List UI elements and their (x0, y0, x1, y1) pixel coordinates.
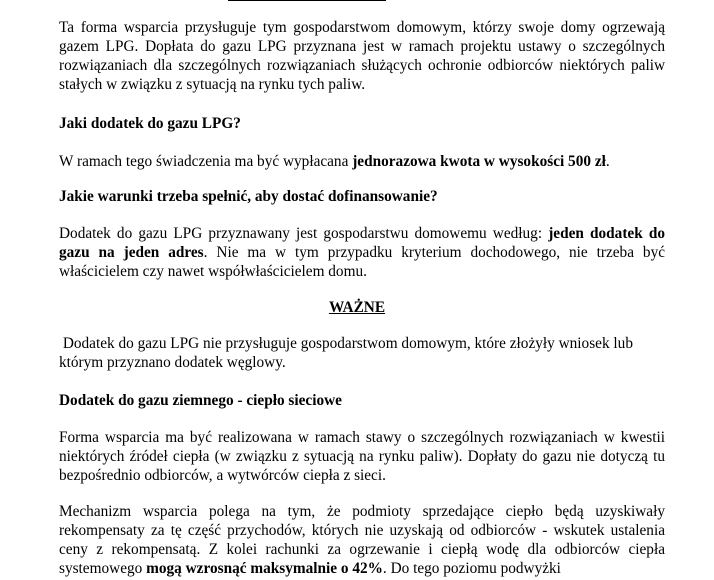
mechanism-bold: mogą wzrosnąć maksymalnie o 42% (146, 560, 383, 577)
lpg-amount-end: . (605, 153, 610, 170)
lpg-amount-paragraph (59, 152, 665, 171)
top-rule (228, 0, 386, 1)
important-paragraph (59, 334, 665, 372)
important-text: Dodatek do gazu LPG nie przysługuje gospodarstwom domowym, które złożyły wniosek lub którym przyznano dodatek węglowy. (59, 335, 637, 371)
lpg-amount-bold: jednorazowa kwota w wysokości 500 zł (352, 153, 606, 170)
lpg-conditions-text: Dodatek do gazu LPG przyznawany jest gospodarstwu domowemu według: (59, 225, 549, 242)
lpg-intro-paragraph (59, 18, 665, 94)
lpg-conditions-end: . Nie ma w tym przypadku kryterium dochodowego, nie trzeba być właścicielem czy nawet współwłaścicielem domu. (59, 244, 666, 280)
mechanism-end: . Do tego poziomu podwyżki (382, 560, 561, 577)
lpg-amount-heading: Jaki dodatek do gazu LPG? (59, 115, 241, 132)
lpg-conditions-heading: Jakie warunki trzeba spełnić, aby dostać dofinansowanie? (59, 188, 438, 205)
lpg-conditions-bold: jeden dodatek do gazu na jeden adres (59, 225, 665, 261)
mechanism-text: Mechanizm wsparcia polega na tym, że podmioty sprzedające ciepło będą uzyskiwały rekompensaty za tę część przychodów, których nie uzyskają od odbiorców - wskutek ustalenia ceny z rekompensatą. Z kolei rachunki za ogrzewanie i ciepłą wodę dla odbiorców ciepła systemowego (59, 503, 665, 577)
lpg-amount-text: W ramach tego świadczenia ma być wypłacana (59, 153, 353, 170)
gas-heat-heading: Dodatek do gazu ziemnego - ciepło sieciowe (59, 392, 342, 409)
lpg-intro-text: Ta forma wsparcia przysługuje tym gospodarstwom domowym, którzy swoje domy ogrzewają gazem LPG. Dopłata do gazu LPG przyznana jest w ramach projektu ustawy o szczególnych rozwiązaniach dla szczególnych rozwiązaniach służących ochronie odbiorców niektórych paliw stałych w związku z sytuacją na rynku tych paliw. (59, 19, 665, 93)
gas-heat-paragraph (59, 428, 665, 485)
important-heading: WAŻNE (328, 299, 386, 316)
mechanism-paragraph (59, 502, 665, 578)
gas-heat-text: Forma wsparcia ma być realizowana w ramach stawy o szczególnych rozwiązaniach w kwestii niektórych źródeł ciepła (w związku z sytuacją na rynku paliw). Dopłaty do gazu nie dotyczą tu bezpośrednio odbiorców, a wytwórców ciepła z sieci. (59, 429, 665, 484)
lpg-conditions-paragraph (59, 224, 665, 281)
